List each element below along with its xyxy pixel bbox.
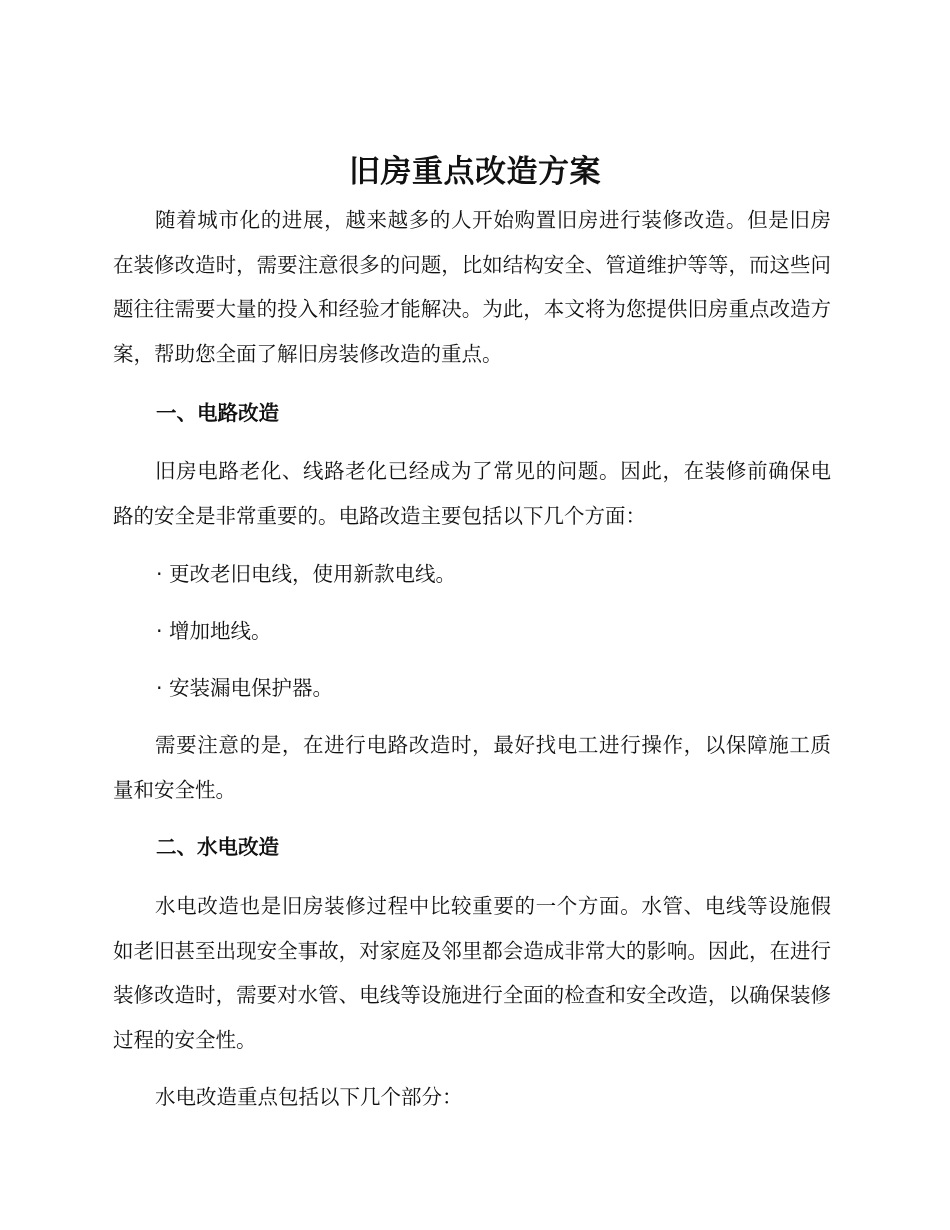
circuit-bullet-2: · 增加地线。 [156, 619, 272, 643]
water-electric-subparagraph: 水电改造重点包括以下几个部分： [155, 1085, 463, 1109]
water-electric-paragraph: 水电改造也是旧房装修过程中比较重要的一个方面。水管、电线等设施假如老旧甚至出现安全事故，对家庭及邻里都会造成非常大的影响。因此，在进行装修改造时，需要对水管、电线等设施进行全面的检查和安全改造，以确保装修过程的安全性。 [113, 894, 831, 1052]
section-heading-water-electric: 二、水电改造 [156, 835, 279, 859]
document-title: 旧房重点改造方案 [349, 154, 601, 190]
circuit-bullet-3: · 安装漏电保护器。 [156, 676, 334, 700]
circuit-paragraph: 旧房电路老化、线路老化已经成为了常见的问题。因此，在装修前确保电路的安全是非常重要的。电路改造主要包括以下几个方面： [113, 459, 831, 528]
circuit-note-paragraph: 需要注意的是，在进行电路改造时，最好找电工进行操作，以保障施工质量和安全性。 [113, 733, 831, 802]
section-heading-circuit: 一、电路改造 [156, 401, 279, 425]
intro-paragraph: 随着城市化的进展，越来越多的人开始购置旧房进行装修改造。但是旧房在装修改造时，需要注意很多的问题，比如结构安全、管道维护等等，而这些问题往往需要大量的投入和经验才能解决。为此，本文将为您提供旧房重点改造方案，帮助您全面了解旧房装修改造的重点。 [113, 208, 831, 366]
circuit-bullet-1: · 更改老旧电线，使用新款电线。 [156, 562, 457, 586]
